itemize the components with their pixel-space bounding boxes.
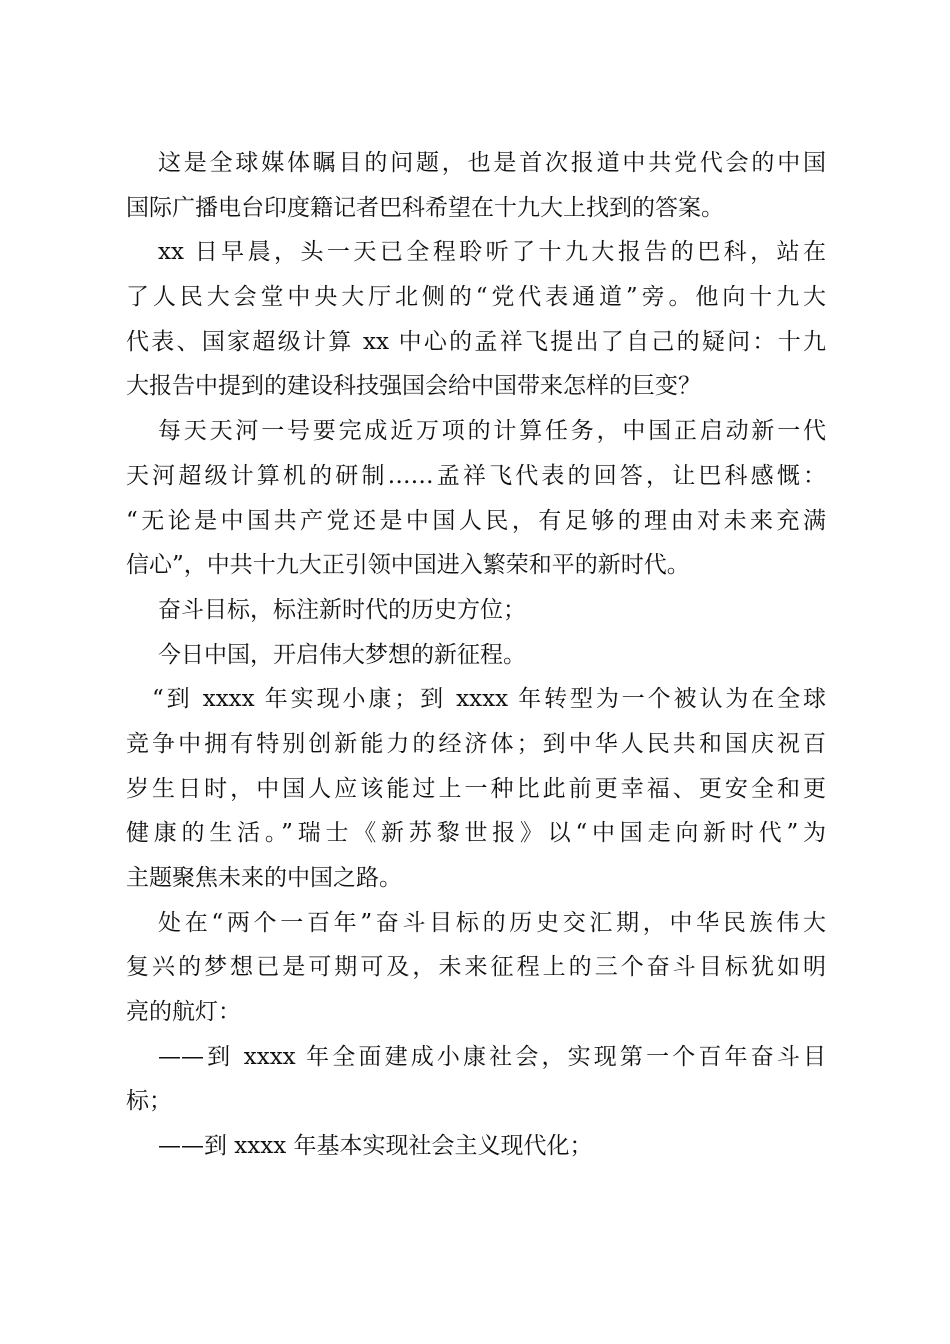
text-line: 国际广播电台印度籍记者巴科希望在十九大上找到的答案。 [126,194,724,221]
text-line: ——到 xxxx 年基本实现社会主义现代化； [158,1133,593,1160]
paragraph [126,901,826,1035]
paragraph [126,1035,826,1124]
paragraph [126,1124,826,1169]
paragraph [126,633,826,678]
paragraph [126,677,826,900]
paragraph [126,409,826,588]
text-line: 奋斗目标，标注新时代的历史方位； [158,596,526,623]
text-line: 每天天河一号要完成近万项的计算任务，中国正启动新一代 [158,418,826,445]
text-line: 今日中国，开启伟大梦想的新征程。 [158,641,526,668]
text-line: 这是全球媒体瞩目的问题，也是首次报道中共党代会的中国 [158,150,826,176]
text-line: 大报告中提到的建设科技强国会给中国带来怎样的巨变？ [126,373,701,400]
text-line: 竞争中拥有特别创新能力的经济体；到中华人民共和国庆祝百 [126,730,826,757]
paragraph [126,230,826,409]
text-line: ——到 xxxx 年全面建成小康社会，实现第一个百年奋斗目 [158,1043,826,1070]
text-line: 处在“两个一百年”奋斗目标的历史交汇期，中华民族伟大 [158,909,826,936]
text-line: 岁生日时，中国人应该能过上一种比此前更幸福、更安全和更 [126,775,826,802]
text-line: “无论是中国共产党还是中国人民，有足够的理由对未来充满 [126,507,826,534]
text-line: 健康的生活。”瑞士《新苏黎世报》以“中国走向新时代”为 [126,820,826,847]
text-line: 主题聚焦未来的中国之路。 [126,865,402,891]
text-line: 代表、国家超级计算 xx 中心的孟祥飞提出了自己的疑问：十九 [126,328,826,355]
text-line: xx 日早晨，头一天已全程聆听了十九大报告的巴科，站在 [158,239,826,266]
body-text [126,141,826,1169]
paragraph [126,588,826,633]
text-line: “到 xxxx 年实现小康；到 xxxx 年转型为一个被认为在全球 [152,686,826,713]
paragraph [126,141,826,230]
text-line: 了人民大会堂中央大厅北侧的“党代表通道”旁。他向十九大 [126,284,826,311]
text-line: 信心”，中共十九大正引领中国进入繁荣和平的新时代。 [126,552,690,579]
text-line: 亮的航灯： [126,999,241,1026]
text-line: 天河超级计算机的研制……孟祥飞代表的回答，让巴科感慨： [126,462,826,489]
text-line: 复兴的梦想已是可期可及，未来征程上的三个奋斗目标犹如明 [126,954,826,981]
text-line: 标； [126,1088,172,1115]
